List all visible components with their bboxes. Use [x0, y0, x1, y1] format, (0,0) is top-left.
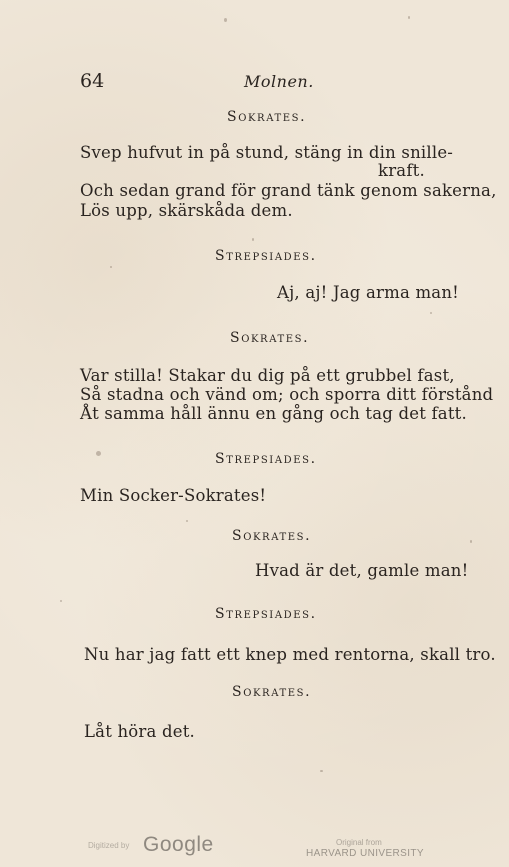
verse-line: Var stilla! Stakar du dig på ett grubbel fast,	[80, 366, 455, 385]
running-title: Molnen.	[244, 72, 314, 91]
verse-line: Så stadna och vänd om; och sporra ditt förstånd	[80, 385, 494, 404]
paper-speck	[224, 18, 227, 22]
verse-line: Låt höra det.	[84, 722, 196, 741]
paper-speck	[408, 16, 410, 19]
paper-speck	[252, 238, 254, 241]
verse-line: Lös upp, skärskåda dem.	[80, 201, 293, 220]
verse-line: Åt samma håll ännu en gång och tag det fatt.	[80, 404, 467, 423]
verse-line: Min Socker-Sokrates!	[80, 486, 267, 505]
speaker-heading: Sokrates.	[230, 330, 310, 346]
paper-speck	[320, 770, 323, 772]
paper-speck	[430, 312, 432, 314]
paper-speck	[470, 540, 472, 543]
verse-line: Och sedan grand för grand tänk genom sakerna,	[80, 181, 497, 200]
original-from-label: Original from	[336, 838, 382, 847]
verse-line: Svep hufvut in på stund, stäng in din snille-	[80, 143, 454, 162]
google-logo: Google	[143, 833, 214, 856]
paper-speck	[110, 266, 112, 268]
speaker-heading: Strepsiades.	[215, 451, 317, 467]
paper-speck	[60, 600, 62, 602]
speaker-heading: Sokrates.	[232, 528, 312, 544]
paper-speck	[96, 451, 101, 456]
verse-line: Hvad är det, gamle man!	[255, 561, 469, 580]
verse-line: Aj, aj! Jag arma man!	[277, 283, 460, 302]
paper-speck	[186, 520, 188, 522]
speaker-heading: Sokrates.	[227, 109, 307, 125]
verse-line: Nu har jag fatt ett knep med rentorna, skall tro.	[84, 645, 496, 664]
speaker-heading: Strepsiades.	[215, 606, 317, 622]
verse-line-continuation: kraft.	[378, 161, 425, 180]
source-library-label: HARVARD UNIVERSITY	[306, 848, 424, 859]
speaker-heading: Sokrates.	[232, 684, 312, 700]
digitized-by-label: Digitized by	[88, 841, 130, 850]
speaker-heading: Strepsiades.	[215, 248, 317, 264]
page-number: 64	[80, 70, 105, 92]
